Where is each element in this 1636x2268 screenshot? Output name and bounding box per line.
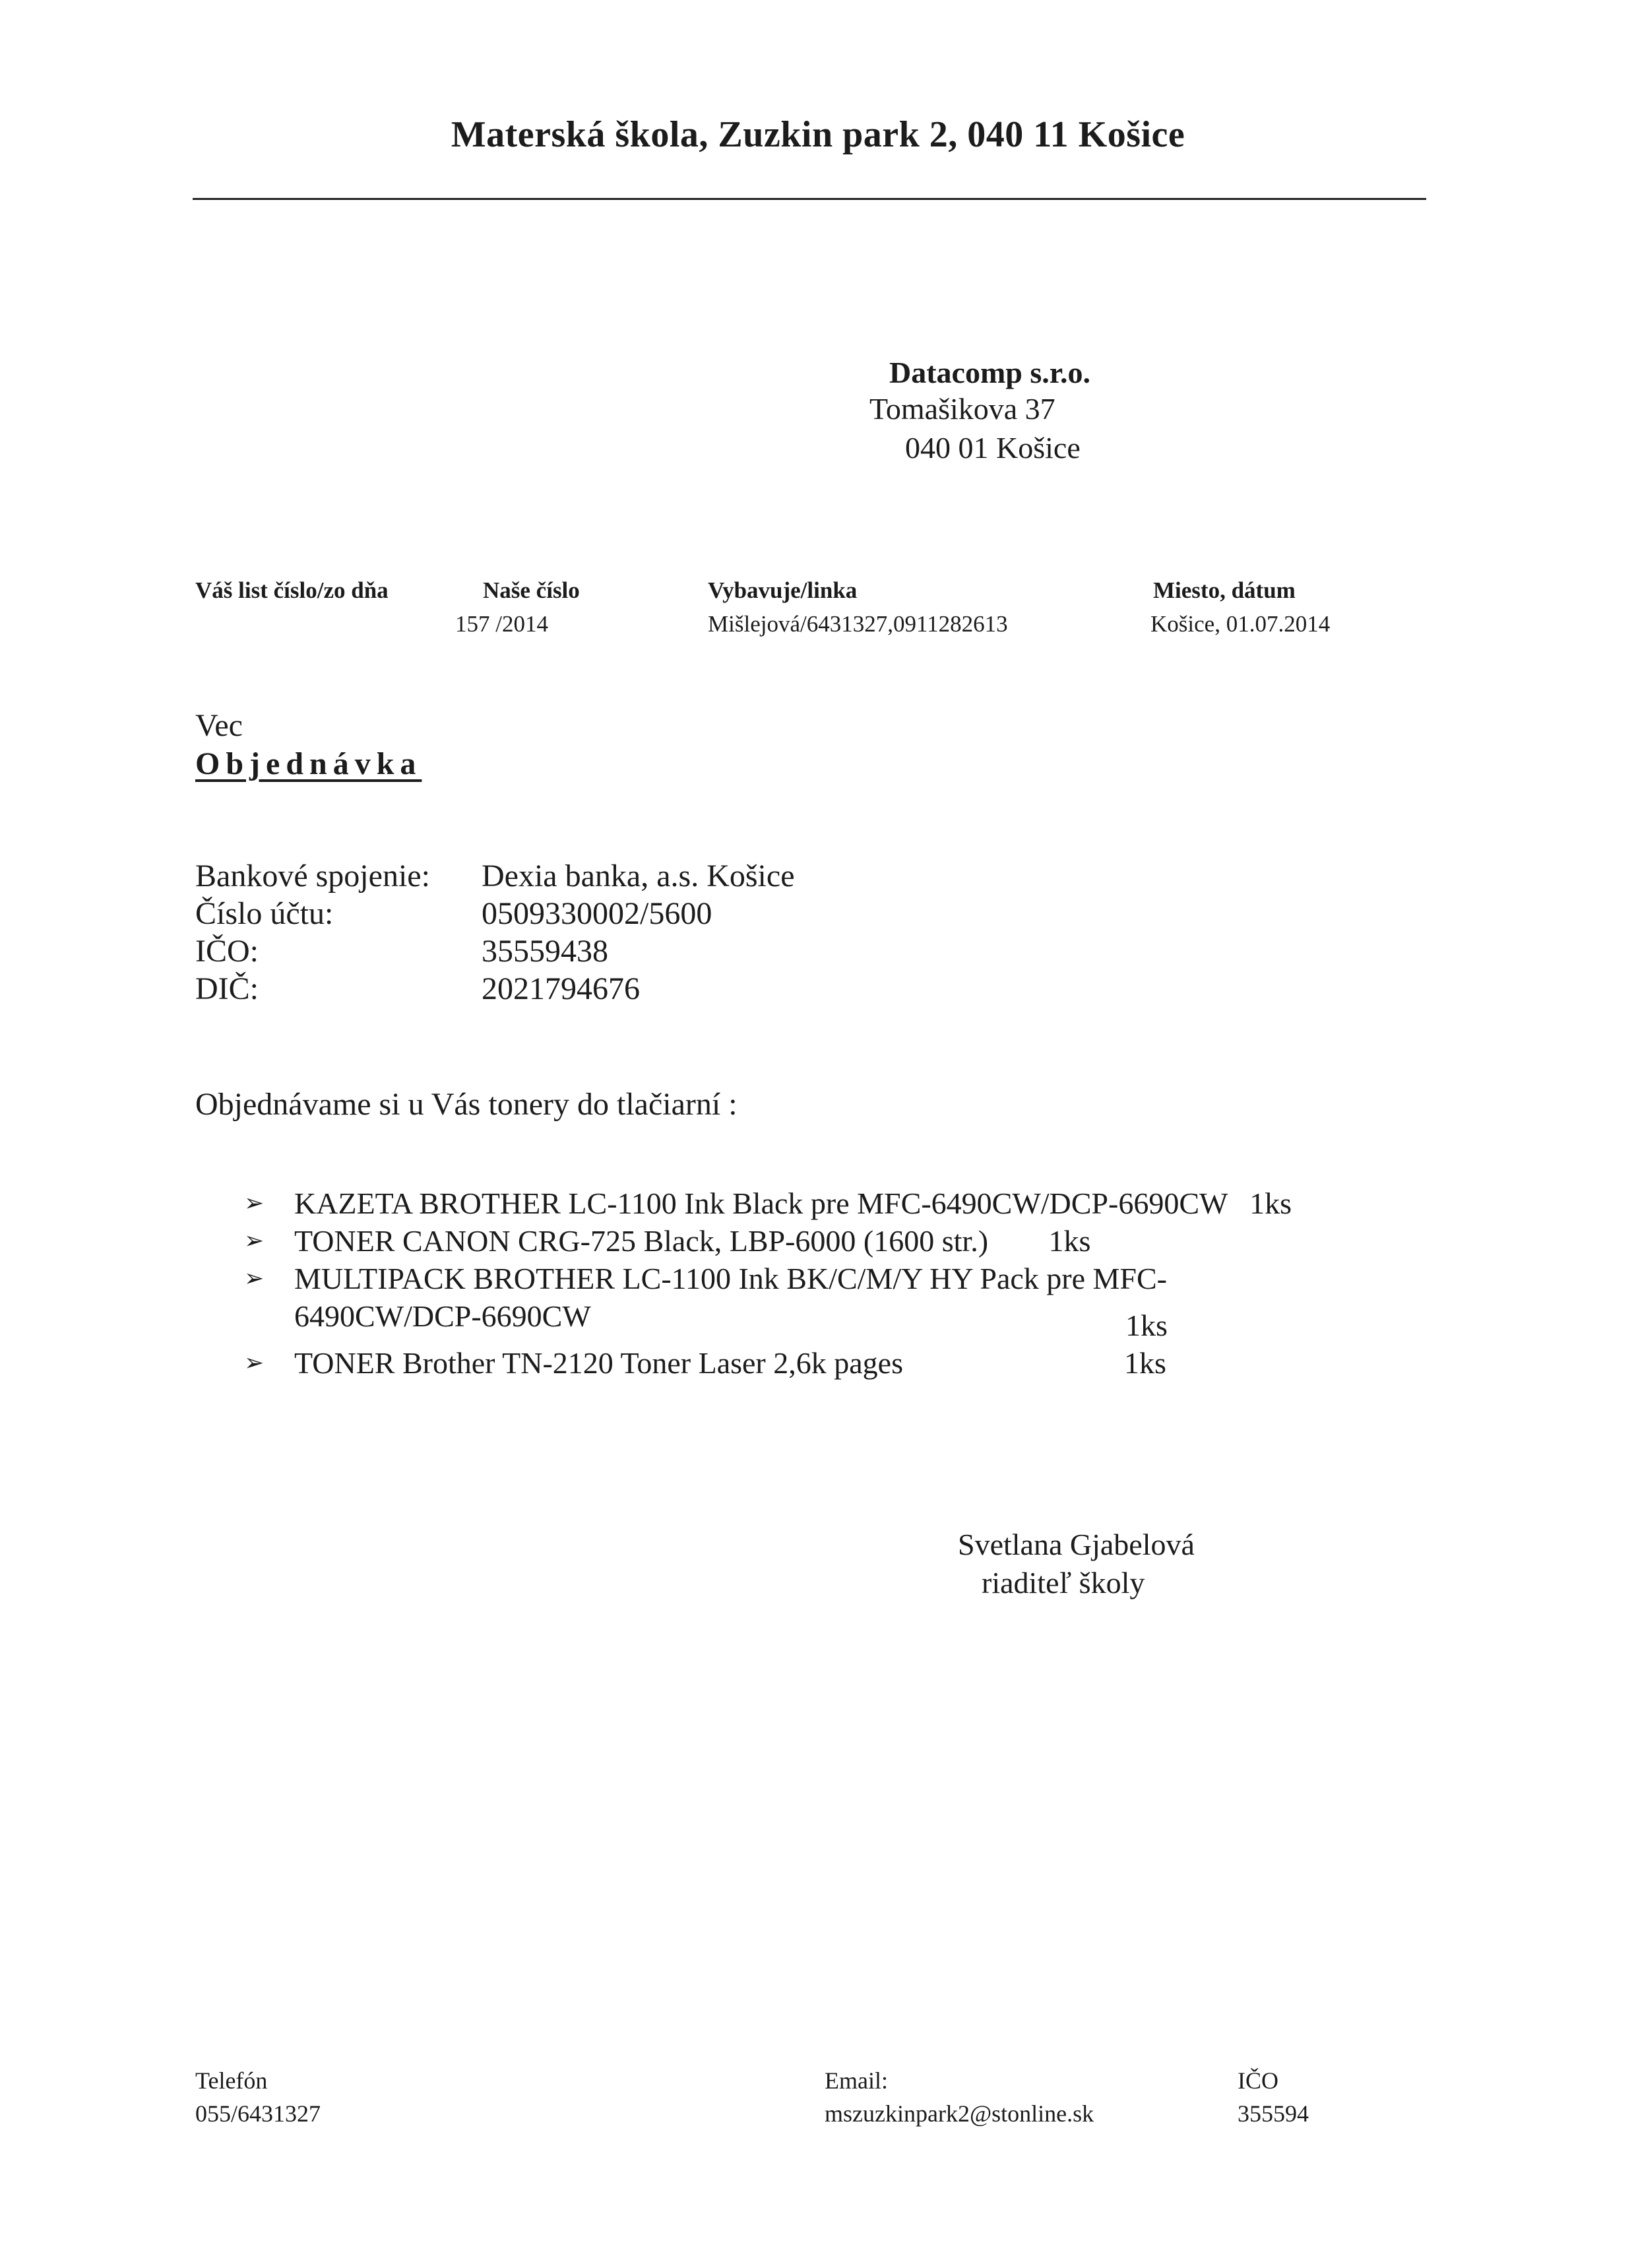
our-number-value: 157 /2014	[455, 611, 548, 637]
order-intro: Objednávame si u Vás tonery do tlačiarní :	[195, 1087, 738, 1122]
ico-label: IČO:	[195, 934, 259, 969]
arrow-bullet-icon: ➢	[244, 1265, 265, 1291]
ico-value: 35559438	[482, 934, 608, 969]
footer-email-value[interactable]: mszuzkinpark2@stonline.sk	[825, 2100, 1094, 2127]
account-value: 0509330002/5600	[482, 896, 712, 931]
subject-label: Vec	[195, 708, 243, 743]
order-item-qty: 1ks	[1048, 1224, 1091, 1258]
order-item	[244, 1344, 1292, 1382]
order-item	[244, 1184, 1292, 1222]
arrow-bullet-icon: ➢	[244, 1190, 265, 1216]
our-number-label: Naše číslo	[483, 577, 580, 603]
order-item-text: TONER CANON CRG-725 Black, LBP-6000 (1600 str.)	[294, 1224, 989, 1258]
footer-ico-label: IČO	[1238, 2067, 1278, 2094]
footer-ico	[1238, 2064, 1309, 2130]
subject-value: Objednávka	[195, 746, 422, 781]
recipient-city: 040 01 Košice	[905, 431, 1081, 465]
order-item-text: TONER Brother TN-2120 Toner Laser 2,6k pages	[294, 1346, 903, 1380]
letterhead-divider	[193, 198, 1426, 200]
order-item	[244, 1222, 1292, 1260]
footer-email	[825, 2064, 1094, 2130]
signatory-title: riaditeľ školy	[982, 1566, 1145, 1600]
recipient-name: Datacomp s.r.o.	[889, 356, 1090, 389]
recipient-street: Tomašikova 37	[869, 392, 1055, 426]
your-letter-label: Váš list číslo/zo dňa	[195, 577, 389, 603]
order-item-qty: 1ks	[1124, 1346, 1166, 1380]
handled-by-label: Vybavuje/linka	[708, 577, 858, 603]
order-item-text: KAZETA BROTHER LC-1100 Ink Black pre MFC-6490CW/DCP-6690CW	[294, 1186, 1228, 1220]
place-date-label: Miesto, dátum	[1153, 577, 1296, 603]
order-item	[244, 1260, 1292, 1344]
order-item-text-continued: 6490CW/DCP-6690CW	[294, 1299, 591, 1333]
signatory-name: Svetlana Gjabelová	[958, 1528, 1195, 1561]
order-item-qty: 1ks	[1249, 1186, 1292, 1220]
dic-label: DIČ:	[195, 971, 259, 1006]
footer-phone	[195, 2064, 321, 2130]
footer-phone-label: Telefón	[195, 2067, 268, 2094]
footer-ico-value: 355594	[1238, 2100, 1309, 2127]
bank-value: Dexia banka, a.s. Košice	[482, 859, 795, 893]
handled-by-value: Mišlejová/6431327,0911282613	[708, 611, 1008, 637]
footer-email-label: Email:	[825, 2067, 888, 2094]
bank-label: Bankové spojenie:	[195, 859, 430, 893]
order-item-qty: 1ks	[1125, 1309, 1168, 1342]
account-label: Číslo účtu:	[195, 896, 334, 931]
dic-value: 2021794676	[482, 971, 640, 1006]
footer-phone-value: 055/6431327	[195, 2100, 321, 2127]
order-item-list	[244, 1184, 1292, 1382]
letterhead-title: Materská škola, Zuzkin park 2, 040 11 Košice	[451, 114, 1185, 155]
order-item-text: MULTIPACK BROTHER LC-1100 Ink BK/C/M/Y HY Pack pre MFC-	[294, 1262, 1167, 1295]
arrow-bullet-icon: ➢	[244, 1227, 265, 1254]
arrow-bullet-icon: ➢	[244, 1349, 265, 1376]
place-date-value: Košice, 01.07.2014	[1150, 611, 1331, 637]
